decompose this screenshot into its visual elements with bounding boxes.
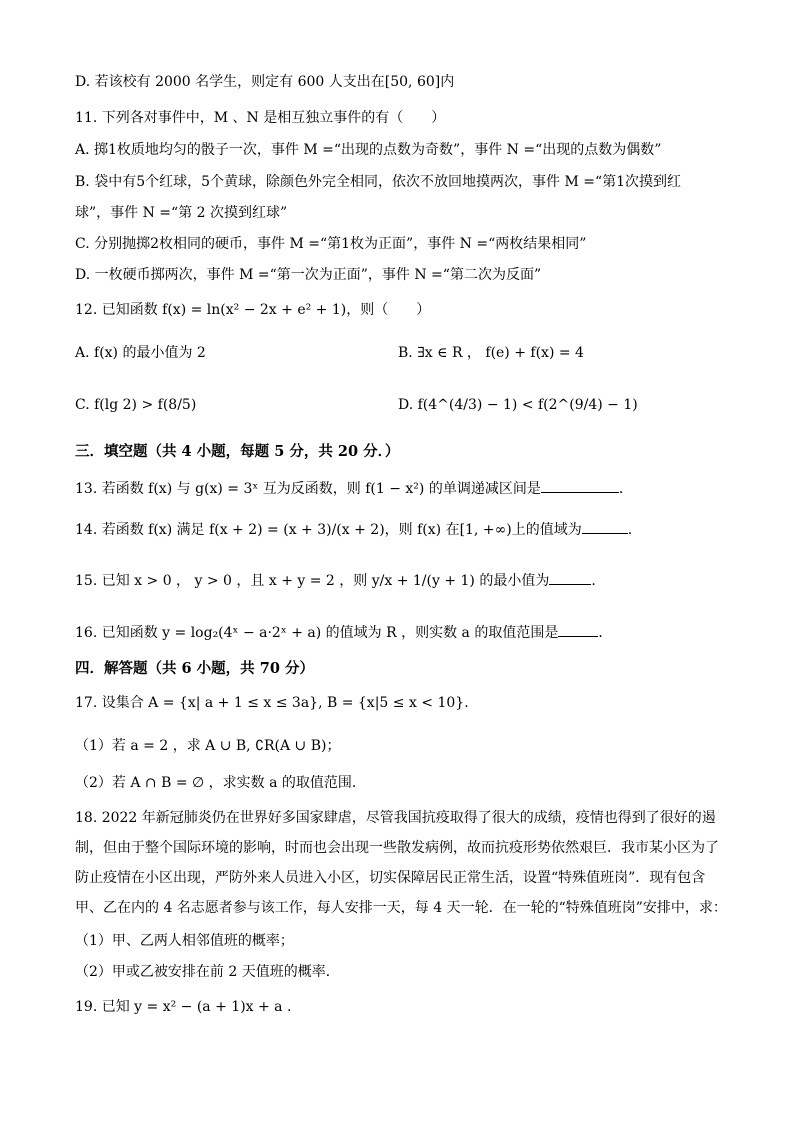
q11-option-b-line1: B. 袋中有5个红球，5个黄球，除颜色外完全相同，依次不放回地摸两次，事件 M =“第1次摸到红 — [75, 174, 682, 190]
q17-part-1: （1）若 a = 2 ，求 A ∪ B, ∁R(A ∪ B)； — [75, 738, 341, 754]
q14-period: . — [627, 522, 633, 538]
q15-text: 15. 已知 x > 0 ， y > 0 ，且 x + y = 2 ，则 y/x + 1/(y + 1) 的最小值为 — [75, 573, 550, 589]
section-3-heading: 三．填空题（共 4 小题，每题 5 分，共 20 分．） — [75, 443, 400, 460]
q12-stem: 12. 已知函数 f(x) = ln(x² − 2x + e² + 1)，则（ ） — [75, 302, 431, 318]
q13-text: 13. 若函数 f(x) 与 g(x) = 3ˣ 互为反函数，则 f(1 − x²) 的单调递减区间是 — [75, 481, 541, 497]
q15-row — [75, 570, 734, 591]
q19-stem: 19. 已知 y = x² − (a + 1)x + a . — [75, 999, 292, 1015]
q12-option-b: B. ∃x ∈ R ， f(e) + f(x) = 4 — [398, 345, 584, 361]
q12-option-d: D. f(4^(4/3) − 1) < f(2^(9/4) − 1) — [398, 397, 638, 413]
q12-option-a: A. f(x) 的最小值为 2 — [75, 345, 206, 361]
q18-line-4: 甲、乙在内的 4 名志愿者参与该工作，每人安排一天，每 4 天一轮．在一轮的“特殊值班岗”安排中，求： — [75, 900, 727, 916]
q16-answer-blank — [558, 622, 598, 637]
q11-option-b-line2: 球”，事件 N =“第 2 次摸到红球” — [75, 205, 288, 221]
q11-option-a: A. 掷1枚质地均匀的骰子一次，事件 M =“出现的点数为奇数”，事件 N =“出现的点数为偶数” — [75, 142, 662, 158]
q17-part-2: （2）若 A ∩ B = ∅ ，求实数 a 的取值范围. — [75, 775, 357, 791]
q14-text: 14. 若函数 f(x) 满足 f(x + 2) = (x + 3)/(x + 2)，则 f(x) 在[1, +∞)上的值域为 — [75, 522, 582, 538]
q18-part-1: （1）甲、乙两人相邻值班的概率； — [75, 933, 294, 949]
q18-line-1: 18. 2022 年新冠肺炎仍在世界好多国家肆虐，尽管我国抗疫取得了很大的成绩，疫情也得到了很好的遏 — [75, 810, 716, 826]
q13-period: ． — [618, 481, 633, 497]
q11-stem: 11. 下列各对事件中，M 、N 是相互独立事件的有（ ） — [75, 110, 446, 126]
q16-text: 16. 已知函数 y = log₂(4ˣ − a·2ˣ + a) 的值域为 R ，则实数 a 的取值范围是 — [75, 625, 559, 641]
q15-period: . — [591, 573, 596, 589]
q16-period: ． — [598, 625, 613, 641]
q11-option-c: C. 分别抛掷2枚相同的硬币，事件 M =“第1枚为正面”，事件 N =“两枚结果相同” — [75, 236, 587, 252]
q13-row — [75, 478, 734, 499]
q12-option-c: C. f(lg 2) > f(8/5) — [75, 397, 197, 413]
q10-option-d: D. 若该校有 2000 名学生，则定有 600 人支出在[50, 60]内 — [75, 74, 455, 90]
q14-answer-blank — [582, 519, 628, 534]
section-4-heading: 四．解答题（共 6 小题，共 70 分） — [75, 660, 314, 677]
q18-part-2: （2）甲或乙被安排在前 2 天值班的概率． — [75, 964, 340, 980]
q15-answer-blank — [549, 570, 591, 585]
q18-line-2: 制，但由于整个国际环境的影响，时而也会出现一些散发病例，故而抗疫形势依然艰巨．我市某小区为了 — [75, 840, 719, 856]
q13-answer-blank — [541, 478, 619, 493]
q11-option-d: D. 一枚硬币掷两次，事件 M =“第一次为正面”，事件 N =“第二次为反面” — [75, 267, 542, 283]
q14-row — [75, 519, 734, 540]
q17-stem: 17. 设集合 A = {x| a + 1 ≤ x ≤ 3a}, B = {x|5 ≤ x < 10}. — [75, 695, 469, 711]
q16-row — [75, 622, 734, 643]
q18-line-3: 防止疫情在小区出现，严防外来人员进入小区，切实保障居民正常生活，设置“特殊值班岗”．现有包含 — [75, 870, 706, 886]
